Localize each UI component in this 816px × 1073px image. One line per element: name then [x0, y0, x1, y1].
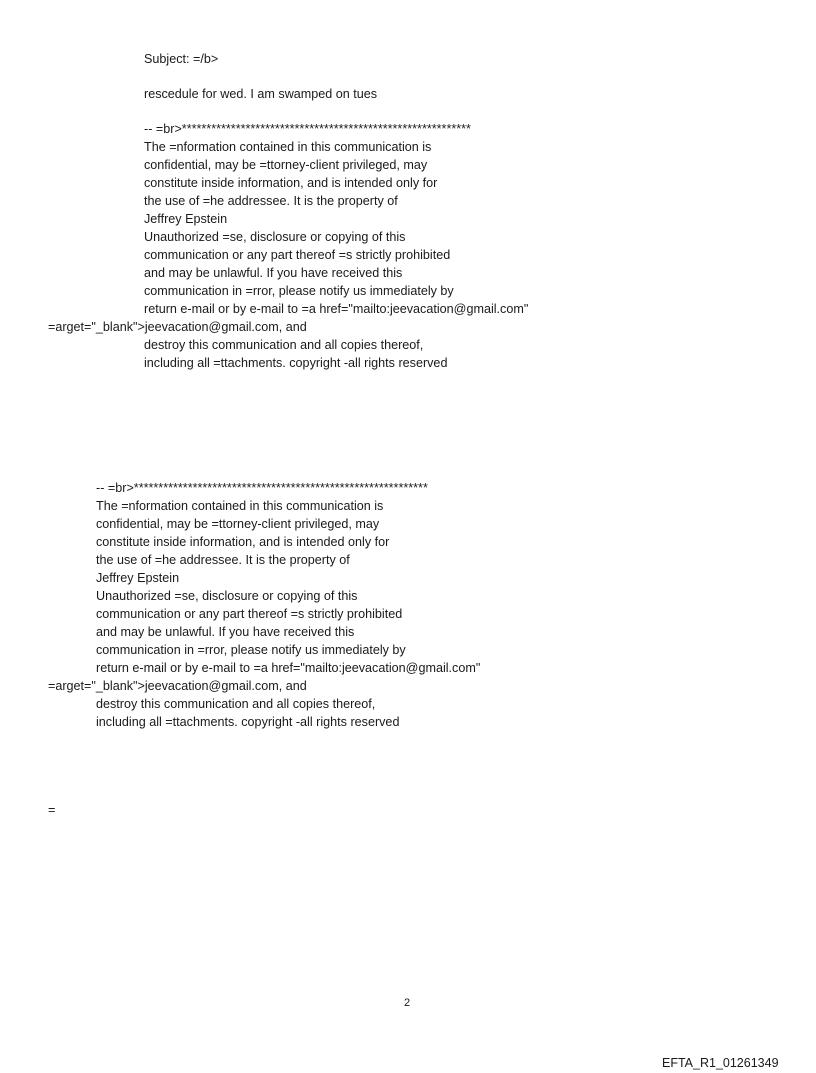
disclaimer-line: The =nformation contained in this communication is [144, 140, 432, 154]
disclaimer-line: constitute inside information, and is intended only for [96, 535, 390, 549]
disclaimer-line: The =nformation contained in this communication is [96, 499, 384, 513]
email-body: rescedule for wed. I am swamped on tues [144, 87, 378, 101]
disclaimer-line: including all =ttachments. copyright -all rights reserved [144, 356, 448, 370]
disclaimer-wrap-line: =arget="_blank">jeevacation@gmail.com, and [48, 679, 307, 693]
disclaimer-line: constitute inside information, and is intended only for [144, 176, 438, 190]
disclaimer-line: return e-mail or by e-mail to =a href="mailto:jeevacation@gmail.com" [144, 302, 529, 316]
disclaimer-line: Jeffrey Epstein [144, 212, 228, 226]
disclaimer-line: and may be unlawful. If you have received this [144, 266, 403, 280]
disclaimer-line: the use of =he addressee. It is the property of [96, 553, 350, 567]
disclaimer-line: destroy this communication and all copies thereof, [96, 697, 376, 711]
disclaimer-line: confidential, may be =ttorney-client privileged, may [144, 158, 428, 172]
disclaimer-line: return e-mail or by e-mail to =a href="mailto:jeevacation@gmail.com" [96, 661, 481, 675]
document-id: EFTA_R1_01261349 [662, 1056, 779, 1070]
disclaimer-line: communication or any part thereof =s strictly prohibited [96, 607, 403, 621]
disclaimer-separator: -- =br>*********************************************************** [144, 122, 471, 136]
disclaimer-line: confidential, may be =ttorney-client privileged, may [96, 517, 380, 531]
disclaimer-line: communication or any part thereof =s strictly prohibited [144, 248, 451, 262]
disclaimer-separator: -- =br>************************************************************ [96, 481, 428, 495]
disclaimer-wrap-line: =arget="_blank">jeevacation@gmail.com, and [48, 320, 307, 334]
trailing-mark: = [48, 803, 56, 817]
disclaimer-line: including all =ttachments. copyright -all rights reserved [96, 715, 400, 729]
disclaimer-line: Unauthorized =se, disclosure or copying of this [144, 230, 406, 244]
disclaimer-line: communication in =rror, please notify us immediately by [144, 284, 454, 298]
disclaimer-line: the use of =he addressee. It is the property of [144, 194, 398, 208]
disclaimer-line: Unauthorized =se, disclosure or copying of this [96, 589, 358, 603]
page-number: 2 [404, 997, 411, 1009]
disclaimer-line: destroy this communication and all copies thereof, [144, 338, 424, 352]
disclaimer-line: Jeffrey Epstein [96, 571, 180, 585]
subject-line: Subject: =/b> [144, 52, 219, 66]
disclaimer-line: and may be unlawful. If you have received this [96, 625, 355, 639]
disclaimer-line: communication in =rror, please notify us immediately by [96, 643, 406, 657]
